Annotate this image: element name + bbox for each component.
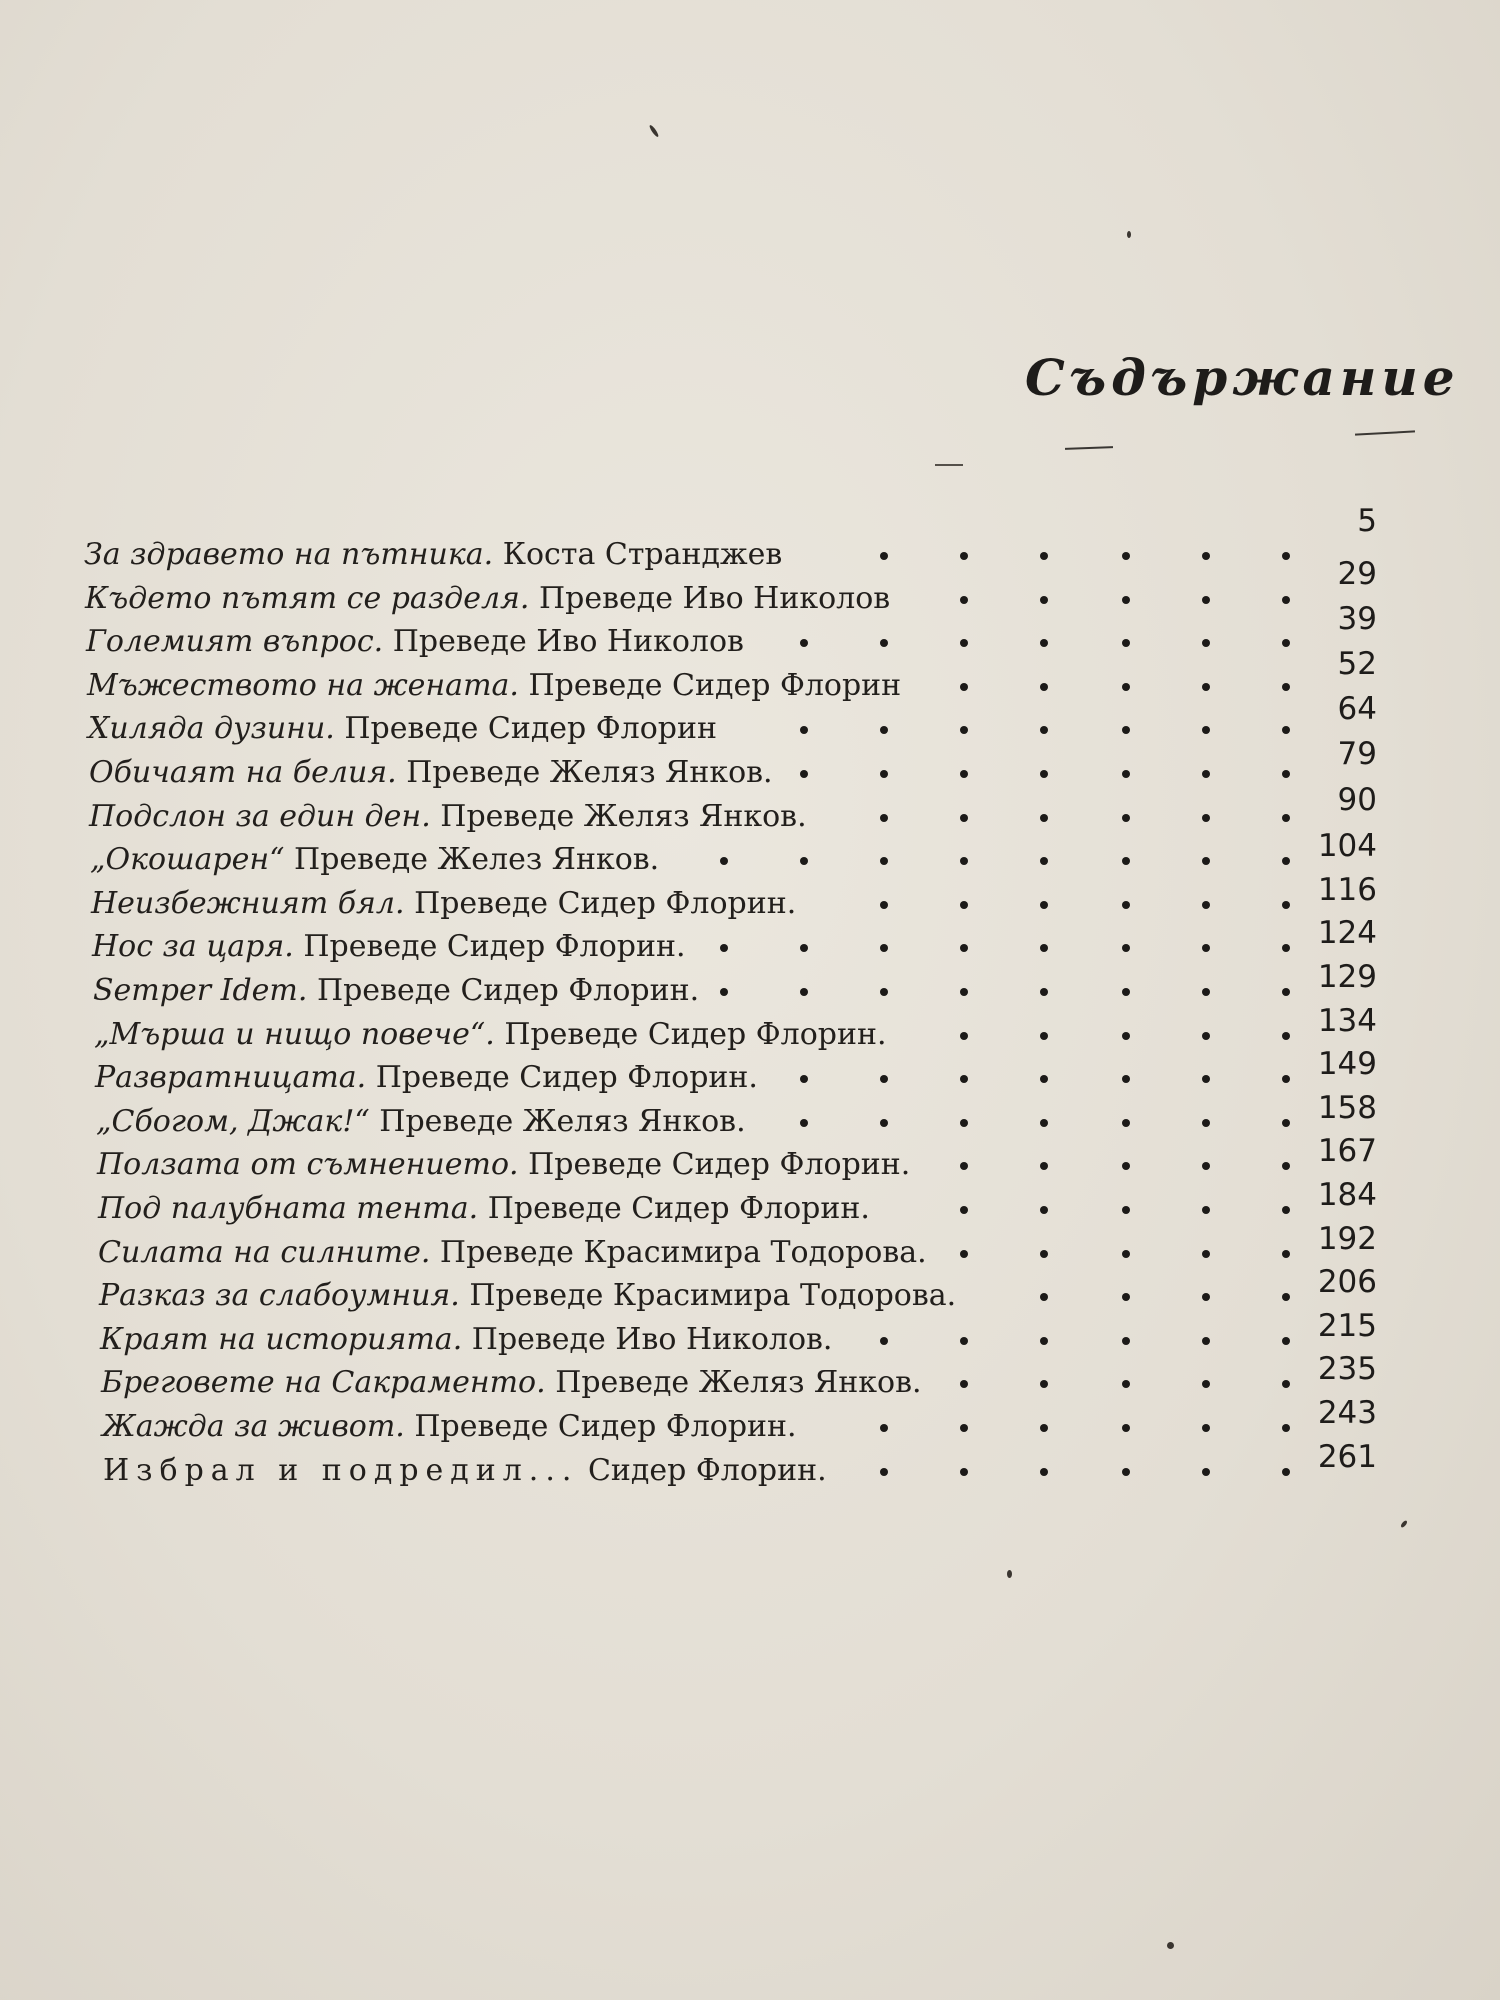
story-title: Хиляда дузини. [88,711,335,746]
translator-credit: Преведе Желяз Янков. [379,1104,746,1139]
leader-dot [1122,552,1123,560]
leader-dot [1122,1337,1123,1345]
leader-dot [1040,1250,1041,1258]
leader-dot [720,857,721,865]
leader-dot [1202,857,1203,865]
toc-entry [0,1351,1500,1404]
translator-credit: Преведе Сидер Флорин [344,711,717,746]
page-number: 192 [1317,1221,1377,1257]
leader-dot [1282,770,1283,778]
leader-dot [1202,596,1203,604]
leader-dot [1122,1162,1123,1170]
page-number: 158 [1317,1090,1377,1126]
page-number: 261 [1317,1439,1377,1475]
leader-dot [960,596,961,604]
toc-entry [0,736,1500,794]
leader-dot [880,988,881,996]
page-number: 116 [1317,872,1377,908]
leader-dot [1282,1380,1283,1388]
story-title: Разказ за слабоумния. [99,1278,460,1313]
leader-dot [1122,1032,1123,1040]
leader-dot [1202,1119,1203,1127]
leader-dot [1040,770,1041,778]
leader-dot [1122,814,1123,822]
page-number: 149 [1317,1046,1377,1082]
leader-dot [960,770,961,778]
toc-entry-text [100,1321,832,1359]
toc-entry-text [101,1364,922,1402]
leader-dot [1282,1424,1283,1432]
leader-dot [960,552,961,560]
leader-dot [1282,639,1283,647]
leader-dot [1202,1468,1203,1476]
leader-dot [1122,988,1123,996]
leader-dot [1282,552,1283,560]
leader-dot [1040,1380,1041,1388]
leader-dot [880,857,881,865]
leader-dot [1202,1380,1203,1388]
translator-credit: Преведе Сидер Флорин [528,668,902,703]
leader-dot [800,1075,801,1083]
translator-credit: Преведе Желез Янков. [294,842,660,877]
leader-dot [880,944,881,952]
leader-dot [1040,814,1041,822]
page-number: 235 [1317,1351,1377,1387]
translator-credit: Преведе Желяз Янков. [406,755,773,790]
leader-dot [1282,988,1283,996]
leader-dot [1202,1162,1203,1170]
leader-dot [1202,1206,1203,1214]
toc-entry-text [93,972,699,1010]
page-number: 124 [1317,915,1377,951]
story-title: Силата на силните. [98,1235,431,1270]
toc-entry [0,1003,1500,1056]
story-title: Развратницата. [95,1060,367,1095]
toc-entry [0,1177,1500,1230]
translator-credit: Преведе Сидер Флорин. [316,973,700,1008]
toc-entry [0,1395,1500,1448]
leader-dot [1202,1032,1203,1040]
leader-dot [1202,944,1203,952]
leader-dot [880,901,881,909]
leader-dot [880,1337,881,1345]
leader-dot [1282,1250,1283,1258]
leader-dot [1040,726,1041,734]
leader-dot [880,1424,881,1432]
leader-dot [960,1468,961,1476]
translator-credit: Преведе Сидер Флорин. [528,1147,911,1182]
leader-dot [1202,1250,1203,1258]
leader-dot [1282,596,1283,604]
leader-dot [1122,857,1123,865]
leader-dot [1282,857,1283,865]
page-number: 52 [1337,646,1377,682]
toc-entry-text [102,1408,797,1446]
toc-entry [0,600,1500,663]
story-title: Бреговете на Сакраменто. [101,1365,546,1400]
leader-dot [800,770,801,778]
leader-dot [1202,770,1203,778]
toc-entry-text [84,536,782,574]
translator-credit: Преведе Сидер Флорин. [504,1017,887,1052]
leader-dot [960,988,961,996]
toc-entry-text [95,1059,758,1097]
story-title: За здравето на пътника. [84,537,494,572]
story-title: Нос за царя. [92,929,294,964]
leader-dot [1122,1206,1123,1214]
leader-dot [960,1032,961,1040]
story-title: Жажда за живот. [102,1409,405,1444]
leader-dot [960,1206,961,1214]
toc-entry-text [87,667,901,705]
toc-entry-text [103,1452,827,1490]
leader-dot [1040,901,1041,909]
translator-credit: Коста Странджев [502,537,783,572]
leader-dot [1282,726,1283,734]
story-title: Мъжеството на жената. [87,668,519,703]
leader-dot [1202,814,1203,822]
leader-dot [960,901,961,909]
translator-credit: Преведе Желяз Янков. [440,799,807,834]
toc-entry [0,1264,1500,1317]
toc-entry [0,1221,1500,1274]
leader-dot [800,944,801,952]
leader-dot [720,944,721,952]
translator-credit: Преведе Красимира Тодорова. [469,1278,957,1313]
leader-dot [1040,1119,1041,1127]
story-title: Неизбежният бял. [91,886,405,921]
leader-dot [800,639,801,647]
leader-dot [880,639,881,647]
leader-dot [1040,944,1041,952]
page-number: 206 [1317,1264,1377,1300]
toc-entry-text [86,623,744,661]
leader-dot [960,639,961,647]
toc-entry [0,1133,1500,1186]
leader-dot [1122,1250,1123,1258]
page-number: 90 [1337,781,1377,818]
story-title: Избрал и подредил... [103,1453,579,1488]
leader-dot [1040,1337,1041,1345]
leader-dot [1122,1119,1123,1127]
leader-dot [880,552,881,560]
toc-entry [0,503,1500,576]
translator-credit: Преведе Желяз Янков. [555,1365,922,1400]
leader-dot [880,770,881,778]
page-number: 64 [1337,690,1377,727]
leader-dot [960,814,961,822]
story-title: Semper Idem. [93,973,308,1008]
toc-entry [0,828,1500,881]
leader-dot [960,1075,961,1083]
leader-dot [1040,1032,1041,1040]
toc-entry [0,959,1500,1012]
leader-dot [1282,901,1283,909]
leader-dot [1040,552,1041,560]
story-title: Обичаят на белия. [89,755,397,790]
translator-credit: Преведе Иво Николов [539,581,891,616]
leader-dot [1040,1468,1041,1476]
leader-dot [1122,1468,1123,1476]
page-number: 79 [1337,736,1377,772]
toc-entry [0,1046,1500,1099]
leader-dot [960,726,961,734]
leader-dot [1282,1162,1283,1170]
page-title: Съдържание [1025,348,1460,407]
leader-dot [1040,683,1041,691]
leader-dot [1202,901,1203,909]
leader-dot [960,1380,961,1388]
leader-dot [1282,1337,1283,1345]
leader-dot [1040,1424,1041,1432]
toc-entry-text [98,1234,927,1272]
leader-dot [1282,814,1283,822]
leader-dot [800,857,801,865]
leader-dot [960,857,961,865]
leader-dot [1202,639,1203,647]
leader-dot [1202,1075,1203,1083]
translator-credit: Преведе Иво Николов. [471,1322,833,1357]
leader-dot [960,944,961,952]
page-number: 29 [1337,556,1377,592]
leader-dot [1122,683,1123,691]
leader-dot [1122,1293,1123,1301]
leader-dot [960,1424,961,1432]
leader-dot [880,726,881,734]
leader-dot [880,814,881,822]
translator-credit: Преведе Сидер Флорин. [414,1409,797,1444]
leader-dot [1040,988,1041,996]
leader-dot [1040,1206,1041,1214]
toc-entry-text [96,1103,746,1141]
toc-entry-text [97,1146,910,1184]
story-title: Подслон за един ден. [89,799,431,834]
leader-dot [1122,726,1123,734]
leader-dot [1202,1424,1203,1432]
leader-dot [800,988,801,996]
leader-dot [1282,683,1283,691]
toc-entry-text [90,841,659,879]
leader-dot [1282,1119,1283,1127]
leader-dot [1122,639,1123,647]
leader-dot [1122,770,1123,778]
leader-dot [960,1162,961,1170]
leader-dot [880,1468,881,1476]
translator-credit: Преведе Сидер Флорин. [487,1191,870,1226]
translator-credit: Преведе Сидер Флорин. [414,886,797,921]
toc-entry-text [85,580,890,618]
page-number: 39 [1337,600,1377,637]
leader-dot [720,988,721,996]
toc-entry-text [89,754,773,792]
leader-dot [1122,1380,1123,1388]
toc-entry-text [94,1016,887,1054]
page-number: 134 [1317,1003,1377,1039]
story-title: Където пътят се разделя. [85,581,530,616]
page-number: 184 [1317,1177,1377,1213]
story-title: Под палубната тента. [98,1191,479,1226]
toc-entry-text [88,710,717,748]
toc-entry-text [92,928,686,966]
leader-dot [1202,988,1203,996]
translator-credit: Преведе Сидер Флорин. [375,1060,758,1095]
leader-dot [1282,1206,1283,1214]
leader-dot [1282,1468,1283,1476]
leader-dot [960,683,961,691]
page-number: 167 [1317,1133,1377,1169]
leader-dot [800,726,801,734]
leader-dot [1122,1075,1123,1083]
toc-entry [0,872,1500,925]
page-number: 129 [1317,959,1377,995]
page-number: 5 [1357,503,1377,539]
toc-entry-text [91,885,796,923]
page-number: 104 [1317,828,1377,864]
leader-dot [1122,901,1123,909]
leader-dot [800,1119,801,1127]
page-number: 243 [1317,1395,1377,1431]
leader-dot [1202,552,1203,560]
leader-dot [1202,1337,1203,1345]
leader-dot [1282,944,1283,952]
story-title: Краят на историята. [100,1322,463,1357]
leader-dot [1282,1075,1283,1083]
toc-entry-text [99,1277,956,1315]
toc-entry [0,556,1500,620]
toc-entry-text [98,1190,870,1228]
leader-dot [1040,1293,1041,1301]
paper-speck [1127,231,1131,238]
toc-entry [0,1090,1500,1143]
leader-dot [960,1337,961,1345]
toc-entry [0,915,1500,968]
story-title: Ползата от съмнението. [97,1147,519,1182]
leader-dot [1040,1075,1041,1083]
translator-credit: Преведе Иво Николов [392,624,744,659]
toc-entry [0,781,1500,838]
leader-dot [1040,596,1041,604]
story-title: „Окошарен“ [90,842,285,877]
translator-credit: Преведе Красимира Тодорова. [439,1235,927,1270]
translator-credit: Сидер Флорин. [587,1453,827,1488]
story-title: „Мърша и нищо повече“. [94,1017,495,1052]
leader-dot [1040,857,1041,865]
story-title: „Сбогом, Джак!“ [96,1104,370,1139]
leader-dot [1282,1293,1283,1301]
leader-dot [1202,1293,1203,1301]
story-title: Големият въпрос. [86,624,384,659]
leader-dot [1282,1032,1283,1040]
leader-dot [960,1119,961,1127]
leader-dot [960,1250,961,1258]
leader-dot [880,1119,881,1127]
leader-dot [1122,944,1123,952]
toc-entry-text [89,798,807,836]
toc-entry [0,690,1500,750]
page-number: 215 [1317,1308,1377,1344]
paper-speck [1007,1570,1012,1578]
toc-entry [0,1439,1500,1492]
toc-entry [0,1308,1500,1361]
leader-dot [1202,726,1203,734]
leader-dot [1040,1162,1041,1170]
leader-dot [1122,1424,1123,1432]
leader-dot [1040,639,1041,647]
toc-entry [0,646,1500,707]
paper-speck [1167,1942,1174,1949]
leader-dot [880,1075,881,1083]
leader-dot [1122,596,1123,604]
leader-dot [1202,683,1203,691]
translator-credit: Преведе Сидер Флорин. [303,929,686,964]
